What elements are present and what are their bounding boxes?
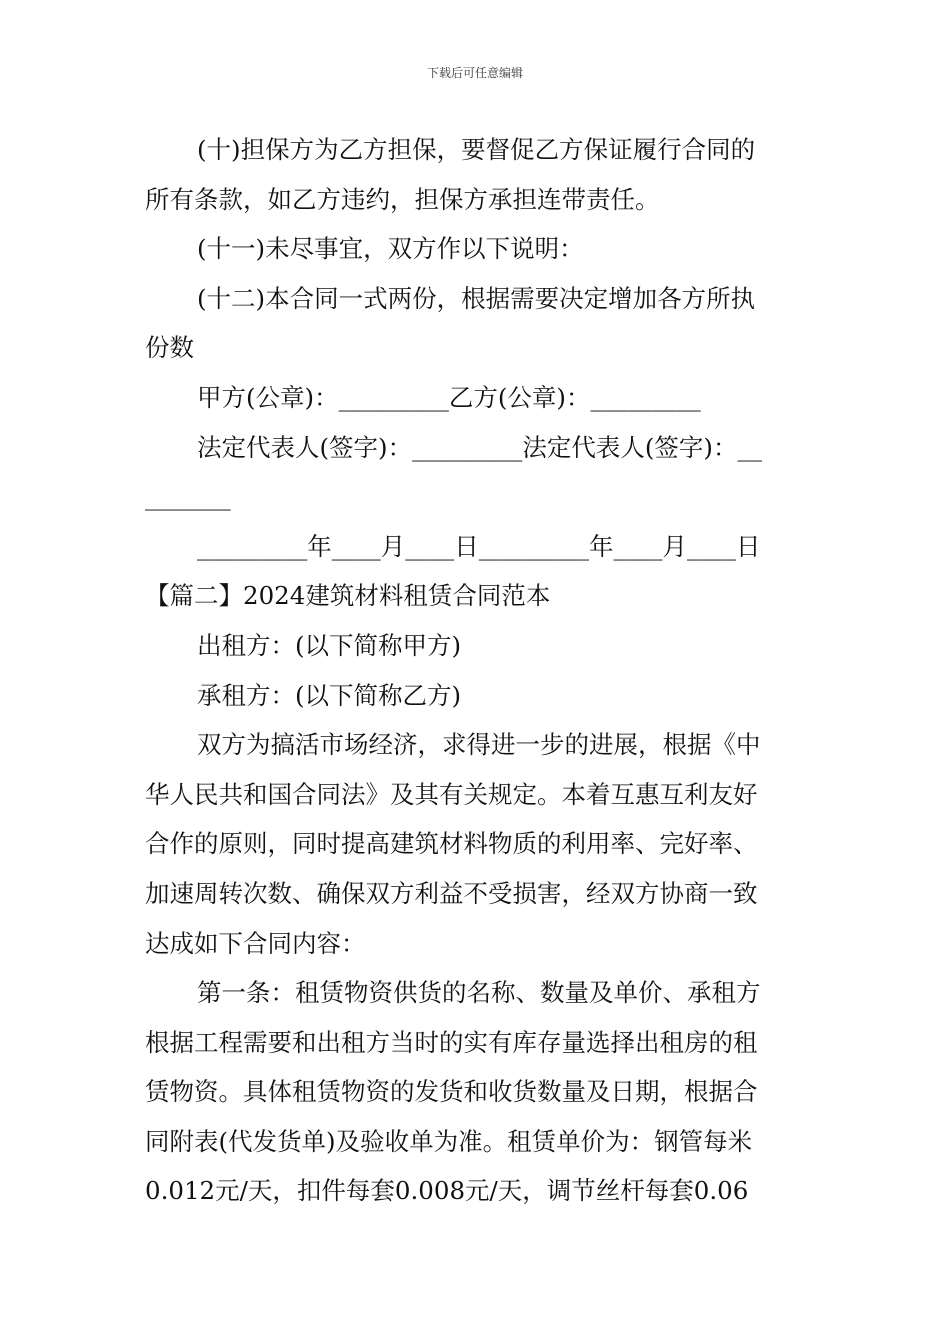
signature-line-continued: _______ [145,482,231,512]
paragraph-line: 所有条款，如乙方违约，担保方承担连带责任。 [145,184,660,214]
paragraph-line: 同附表(代发货单)及验收单为准。租赁单价为：钢管每米 [145,1126,753,1156]
paragraph-line: 0.012元/天，扣件每套0.008元/天，调节丝杆每套0.06 [145,1176,749,1206]
paragraph-line: 加速周转次数、确保双方利益不受损害，经双方协商一致 [145,878,758,908]
signature-line-party: 甲方(公章)：_________乙方(公章)：_________ [197,382,701,412]
page-header: 下载后可任意编辑 [426,66,523,80]
signature-line-representative: 法定代表人(签字)：_________法定代表人(签字)：__ [197,432,762,462]
paragraph-line: (十二)本合同一式两份，根据需要决定增加各方所执 [197,283,756,313]
date-line: _________年____月____日_________年____月____日 [197,531,761,561]
paragraph-line: 合作的原则，同时提高建筑材料物质的利用率、完好率、 [145,829,758,859]
paragraph-line: 第一条：租赁物资供货的名称、数量及单价、承租方 [197,978,761,1008]
paragraph-line: 华人民共和国合同法》及其有关规定。本着互惠互利友好 [145,779,758,809]
paragraph-line: 根据工程需要和出租方当时的实有库存量选择出租房的租 [145,1027,758,1057]
paragraph-line: 出租方：(以下简称甲方) [197,630,462,660]
paragraph-line: 承租方：(以下简称乙方) [197,680,462,710]
paragraph-line: 达成如下合同内容： [145,928,366,958]
paragraph-line: (十一)未尽事宜，双方作以下说明： [197,234,584,264]
paragraph-line: 份数 [145,333,194,363]
paragraph-line: (十)担保方为乙方担保，要督促乙方保证履行合同的 [197,135,756,164]
document-body [145,125,810,1216]
paragraph-line: 双方为搞活市场经济，求得进一步的进展，根据《中 [197,730,761,760]
paragraph-line: 赁物资。具体租赁物资的发货和收货数量及日期，根据合 [145,1077,758,1107]
section-heading: 【篇二】2024建筑材料租赁合同范本 [145,581,551,611]
